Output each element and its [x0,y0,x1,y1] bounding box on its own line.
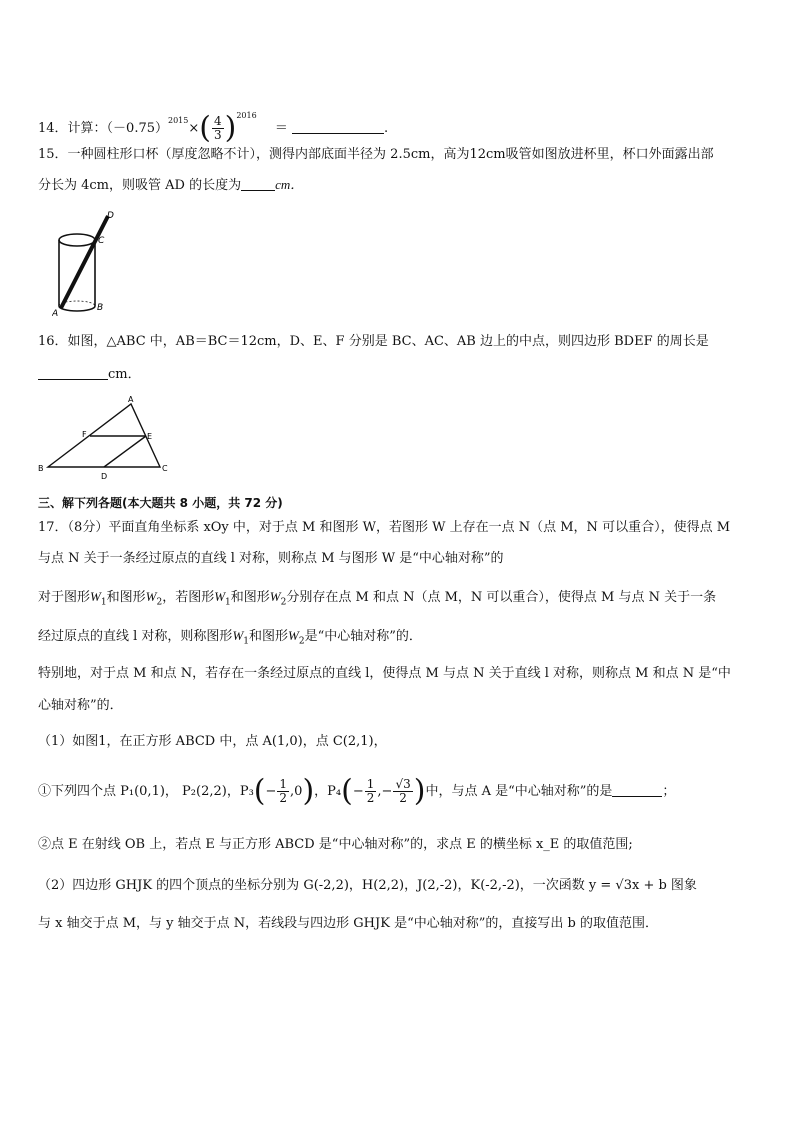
tri-label-e: E [147,432,153,441]
q17-line-2: 与点 N 关于一条经过原点的直线 l 对称，则称点 M 与图形 W 是“中心轴对称”的 [38,551,504,566]
q17-line-3: 对于图形$W_1$和图形$W_2$，若图形$W_1$和图形$W_2$分别存在点 M 和点 N（点 M，N 可以重合），使得点 M 与点 N 关于一条 [38,589,717,608]
straw [61,216,108,308]
frac-one-half: $\frac{1}{2}$ [279,777,288,805]
q15-line-1: 15．一种圆柱形口杯（厚度忽略不计），测得内部底面半径为 2.5cm，高为12cm吸管如图放进杯里，杯口外面露出部 [38,147,714,162]
q14-answer-blank[interactable] [292,119,384,134]
tri-label-b: B [38,464,44,473]
q15-line-2: 分长为 4cm，则吸管 AD 的长度为 cm． [38,177,304,193]
label-c: C [98,236,105,246]
q17-line-11: 与 x 轴交于点 M，与 y 轴交于点 N，若线段与四边形 GHJK 是“中心轴对称”的，直接写出 b 的取值范围． [38,916,658,931]
q17-line-1: 17．（8分）平面直角坐标系 xOy 中，对于点 M 和图形 W，若图形 W 上存在一点 N（点 M，N 可以重合），使得点 M [38,520,731,535]
q17-line-7: （1）如图1，在正方形 ABCD 中，点 A(1,0)，点 C(2,1)， [38,734,387,749]
label-d: D [107,211,114,221]
cup-bottom [59,306,95,311]
label-b: B [97,303,104,313]
q14-equals: ＝ [274,121,288,136]
q15-answer-blank[interactable] [241,176,275,191]
segment-de [104,436,146,467]
q14-times: × [188,121,200,136]
question-14: 14．计算：$(-0.75)^{2015}\times$( $\frac{4}{3}$ )$^{2016}$ ＝ . [38,110,389,146]
tri-label-d: D [101,472,108,481]
tri-label-a: A [128,395,134,404]
q16-line-2: cm． [38,365,141,384]
tri-label-f: F [82,430,87,439]
q14-exponent-2: 2016 [236,111,257,120]
q17-line-10: （2）四边形 GHJK 的四个顶点的坐标分别为 G(-2,2)，H(2,2)，J(2,-2)，K(-2,-2)，一次函数 y = √3x + b 图象 [38,878,697,893]
q17-line-4: 经过原点的直线 l 对称，则称图形$W_1$和图形$W_2$是“中心轴对称”的． [38,628,422,647]
q14-exponent-1: 2015 [168,116,189,125]
q17-line-9: ②点 E 在射线 OB 上，若点 E 与正方形 ABCD 是“中心轴对称”的，求点 E 的横坐标 x_E 的取值范围; [38,837,633,852]
label-a: A [52,309,59,319]
q17-line-6: 心轴对称”的． [38,698,123,713]
q17-line-8: ①下列四个点 P₁(0,1)， P₂(2,2)，P₃(− $\frac{1}{2}$ ,0)，P₄(− $\frac{1}{2}$ ,− $\frac{√3}{2}$ )中，与点 A 是“中心轴对称”的是 ； [38,773,676,809]
q17-line-5: 特别地，对于点 M 和点 N，若存在一条经过原点的直线 l，使得点 M 与点 N 关于直线 l 对称，则称点 M 和点 N 是“中 [38,666,731,681]
q14-prefix: 14．计算： [38,121,107,136]
cylinder-cup-figure [52,210,132,322]
q17-answer-blank[interactable] [612,782,662,797]
frac-sqrt3-half: $\frac{√3}{2}$ [395,777,411,805]
q16-line-1: 16．如图，△ABC 中，AB＝BC＝12cm，D、E、F 分别是 BC、AC、AB 边上的中点，则四边形 BDEF 的周长是 [38,334,709,349]
section-3-heading: 三、解下列各题(本大题共 8 小题，共 72 分) [38,496,283,510]
triangle-figure [36,392,176,484]
tri-label-c: C [162,464,168,473]
q16-answer-blank[interactable] [38,365,108,380]
q14-fraction: $\frac{4}{3}$ [213,114,222,142]
frac-one-half-2: $\frac{1}{2}$ [366,777,375,805]
q14-base: （－0.75） [106,121,168,136]
cup-top-rim [59,234,95,246]
